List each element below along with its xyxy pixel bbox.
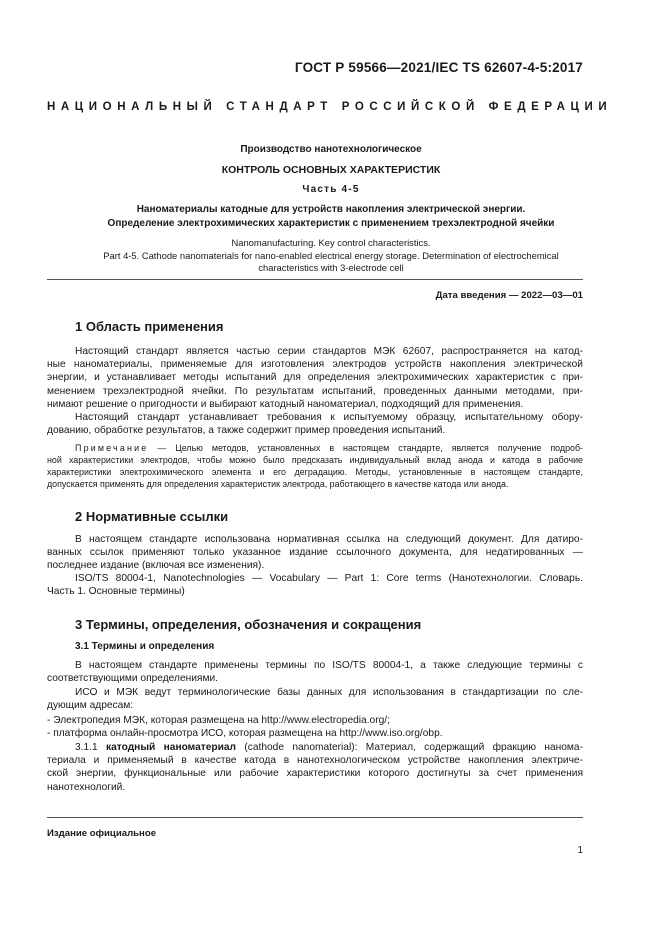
term-number: 3.1.1: [75, 742, 106, 753]
text-line: ИСО и МЭК ведут терминологические базы данных для использования в стандартизации по сле-: [75, 687, 583, 698]
section-2-heading: 2 Нормативные ссылки: [75, 509, 229, 524]
english-title-line: characteristics with 3-electrode cell: [258, 262, 404, 273]
text-line: ные наноматериалы, применяемые для изготовления электродов устройств накопления электрической: [47, 359, 583, 371]
text-line: Настоящий стандарт устанавливает требования к испытуемому образцу, испытательному обору-: [75, 412, 583, 423]
list-item: - Электропедия МЭК, которая размещена на http://www.electropedia.org/;: [47, 715, 390, 726]
text-line: [47, 741, 583, 754]
page-number: 1: [577, 845, 583, 856]
section-2-paragraph-2: [47, 572, 583, 598]
introduction-date: Дата введения — 2022—03—01: [435, 290, 583, 301]
section-3-heading: 3 Термины, определения, обозначения и сокращения: [75, 617, 422, 632]
official-edition-label: Издание официальное: [47, 828, 157, 839]
title-line-2: КОНТРОЛЬ ОСНОВНЫХ ХАРАКТЕРИСТИК: [221, 164, 441, 176]
national-standard-banner: НАЦИОНАЛЬНЫЙ СТАНДАРТ РОССИЙСКОЙ ФЕДЕРАЦИИ: [47, 101, 613, 113]
text-line: ской энергии, функциональные или рабочие характеристики которого достигнуты за счет применения: [47, 768, 583, 780]
text-line: ISO/TS 80004-1, Nanotechnologies — Vocabulary — Part 1: Core terms (Нанотехнологии. Словарь.: [75, 573, 583, 584]
term-name: катодный наноматериал: [106, 742, 237, 753]
note-line: характеристики электрохимического элемента и его деградацию. Методы, установленные в настоящем стандарте,: [47, 467, 583, 477]
text-line: дованию, обработке результатов, а также содержит пример проведения испытаний.: [47, 425, 446, 437]
list-item: - платформа онлайн-просмотра ИСО, которая размещена на http://www.iso.org/obp.: [47, 728, 443, 740]
russian-subtitle: [47, 203, 615, 231]
section-2-paragraph-1: [47, 533, 583, 573]
subsection-3-1-heading: 3.1 Термины и определения: [75, 641, 215, 652]
english-title: [47, 237, 615, 275]
address-list: [47, 714, 583, 740]
footer-divider: [47, 817, 583, 818]
section-1-note: [47, 442, 583, 490]
text-line: менением трехэлектродной ячейки. По результатам испытаний, проведенных данными методами, при-: [47, 385, 583, 397]
text-line: соответствующими определениями.: [47, 673, 218, 685]
russian-subtitle-line: Наноматериалы катодные для устройств накопления электрической энергии.: [136, 204, 526, 215]
text-line: нанотехнологий.: [47, 781, 126, 793]
term-text: (cathode nanomaterial): Материал, содержащий фракцию нанома-: [236, 742, 583, 753]
text-line: В настоящем стандарте использована нормативная ссылка на следующий документ. Для датиро-: [75, 534, 583, 545]
english-title-line: Nanomanufacturing. Key control characteristics.: [231, 237, 431, 248]
section-3-paragraph-2: [47, 686, 583, 712]
text-line: ванных ссылок применяют только указанное издание ссылочного документа, для недатированных —: [47, 547, 583, 559]
note-line: ной характеристики электродов, чтобы можно было предсказать индивидуальный вклад анода и катода в рабочие: [47, 455, 583, 465]
text-line: Часть 1. Основные термины): [47, 586, 185, 598]
note-text: — Целью методов, установленных в настоящем стандарте, является получение подроб-: [148, 443, 583, 453]
section-1-paragraph-1: [47, 345, 583, 411]
text-line: последнее издание (включая все изменения).: [47, 560, 265, 572]
section-3-paragraph-1: [47, 659, 583, 685]
russian-subtitle-line: Определение электрохимических характеристик с применением трехэлектродной ячейки: [107, 218, 555, 229]
section-1-heading: 1 Область применения: [75, 319, 224, 334]
text-line: нимают решение о пригодности и выбирают катодный наноматериал, подходящий для применения.: [47, 398, 524, 410]
text-line: В настоящем стандарте применены термины по ISO/TS 80004-1, а также следующие термины с: [75, 660, 583, 671]
text-line: дующим адресам:: [47, 700, 134, 712]
term-definition: [47, 741, 583, 794]
part-label: Часть 4-5: [302, 184, 360, 195]
note-line: [47, 442, 583, 454]
text-line: энергии, и устанавливает методы испытаний для определения электрохимических характеристик с при-: [47, 372, 583, 384]
english-title-line: Part 4-5. Cathode nanomaterials for nano-enabled electrical energy storage. Determination of electrochemical: [103, 249, 559, 261]
section-1-paragraph-2: [47, 411, 583, 437]
note-line: допускается применять для определения характеристик электрода, работающего в качестве катода или анода.: [47, 479, 509, 489]
document-number: ГОСТ Р 59566—2021/IEC TS 62607-4-5:2017: [294, 60, 583, 75]
note-label: Примечание: [75, 443, 149, 453]
text-line: териала и применяемый в качестве катода в нанотехнологическом устройстве накопления электриче-: [47, 755, 583, 767]
text-line: Настоящий стандарт является частью серии стандартов МЭК 62607, распространяется на катод-: [75, 346, 583, 357]
title-line-1: Производство нанотехнологическое: [240, 144, 422, 155]
header-divider: [47, 279, 583, 280]
